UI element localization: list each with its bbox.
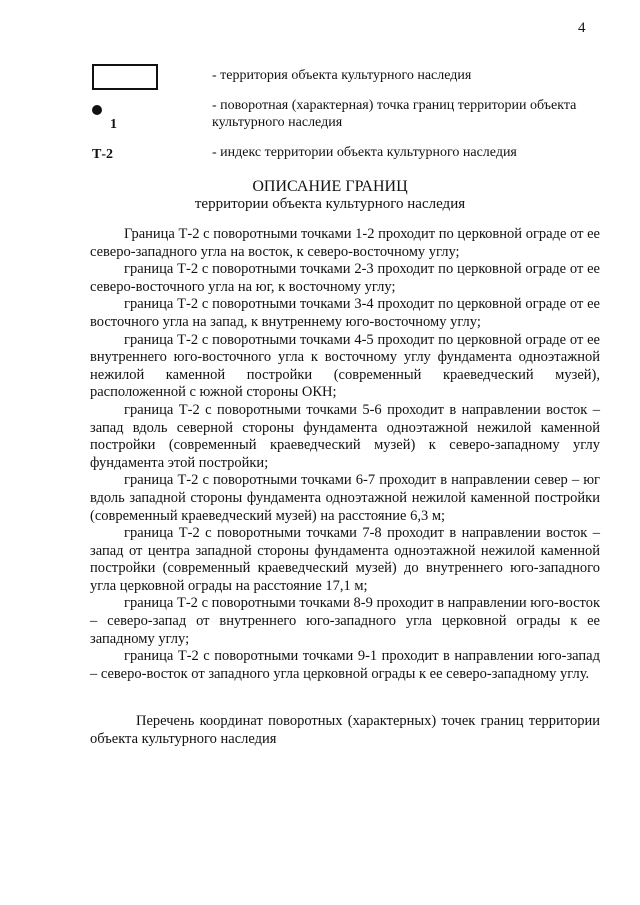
coordinates-list-heading: Перечень координат поворотных (характерных) точек границ территории объекта культурного наследия xyxy=(90,713,600,747)
page-number: 4 xyxy=(578,20,586,36)
legend-text-index: - индекс территории объекта культурного наследия xyxy=(212,145,517,160)
boundary-description xyxy=(90,226,600,683)
paragraph: граница Т-2 с поворотными точками 5-6 проходит в направлении восток – запад вдоль северной стороны фундамента одноэтажной нежилой каменной постройки (современный краеведческий музей) к северо-западному углу фундамента этой постройки; xyxy=(90,401,600,471)
legend-index-label: Т-2 xyxy=(92,147,113,162)
paragraph: граница Т-2 с поворотными точками 3-4 проходит по церковной ограде от ее восточного угла на запад, к внутреннему юго-восточному углу; xyxy=(90,296,600,330)
paragraph: Граница Т-2 с поворотными точками 1-2 проходит по церковной ограде от ее северо-западного угла на восток, к северо-восточному углу; xyxy=(90,226,600,260)
territory-box-icon xyxy=(92,64,158,90)
legend-text-territory: - территория объекта культурного наследия xyxy=(212,68,472,83)
section-subtitle: территории объекта культурного наследия xyxy=(194,196,466,212)
paragraph: граница Т-2 с поворотными точками 7-8 проходит в направлении восток – запад от центра западной стороны фундамента одноэтажной нежилой каменной постройки (современный краеведческий музей) до внутреннего юго-западного угла церковной ограды на расстояние 17,1 м; xyxy=(90,525,600,594)
paragraph: граница Т-2 с поворотными точками 2-3 проходит по церковной ограде от ее северо-восточного угла на юг, к восточному углу; xyxy=(90,261,600,295)
paragraph: граница Т-2 с поворотными точками 6-7 проходит в направлении север – юг вдоль западной стороны фундамента одноэтажной нежилой каменной постройки (современный краеведческий музей) на расстояние 6,3 м; xyxy=(90,472,600,524)
paragraph: граница Т-2 с поворотными точками 9-1 проходит в направлении юго-запад – северо-восток от западного угла церковной ограды к ее северо-западному углу. xyxy=(90,648,600,682)
legend-point-label: 1 xyxy=(110,117,117,132)
paragraph: граница Т-2 с поворотными точками 4-5 проходит по церковной ограде от ее внутреннего юго-восточного угла к восточному углу фундамента одноэтажной нежилой каменной постройки (современный краеведческий музей), расположенной с южной стороны ОКН; xyxy=(90,331,600,401)
paragraph: граница Т-2 с поворотными точками 8-9 проходит в направлении юго-восток – северо-запад от внутреннего юго-западного угла церковной ограды к ее западному углу; xyxy=(90,595,600,647)
point-dot-icon xyxy=(92,105,102,115)
legend-text-point: - поворотная (характерная) точка границ территории объекта культурного наследия xyxy=(212,98,577,130)
section-title: ОПИСАНИЕ ГРАНИЦ xyxy=(252,178,408,195)
